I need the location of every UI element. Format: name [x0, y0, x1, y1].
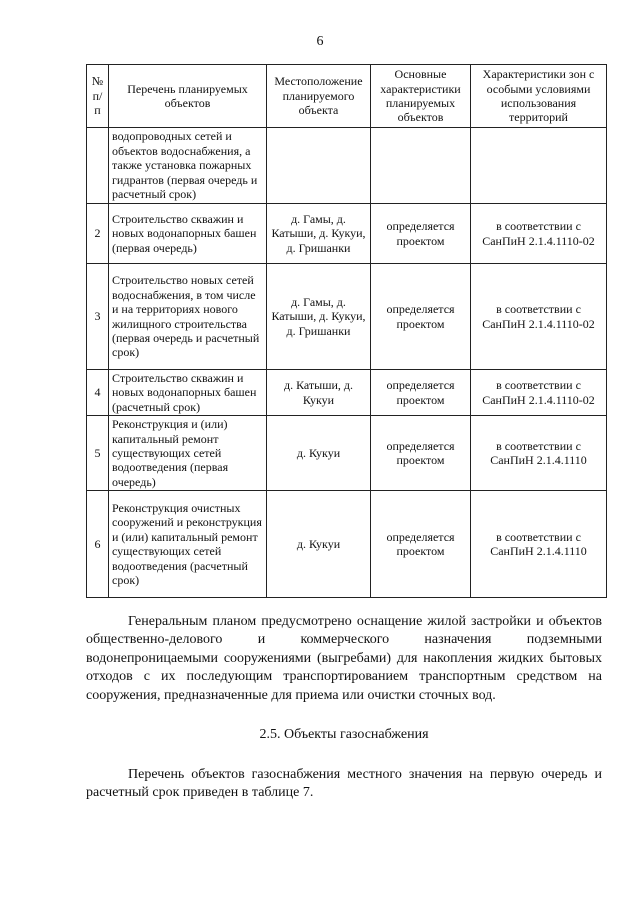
row-location: д. Катыши, д. Кукуи — [267, 370, 371, 416]
row-zone-characteristics — [471, 128, 607, 204]
row-location: д. Гамы, д. Катыши, д. Кукуи, д. Гришанки — [267, 264, 371, 370]
table-row — [87, 128, 607, 204]
page-number: 6 — [316, 34, 324, 49]
row-characteristics: определяется проектом — [371, 370, 471, 416]
table-row — [87, 416, 607, 491]
header-object-list: Перечень планируемых объектов — [109, 65, 267, 128]
row-characteristics: определяется проектом — [371, 491, 471, 598]
body-paragraph-gas-supply: Перечень объектов газоснабжения местного значения на первую очередь и расчетный срок приведен в таблице 7. — [86, 767, 602, 801]
header-location: Местоположение планируемого объекта — [267, 65, 371, 128]
body-paragraph-sewage: Генеральным планом предусмотрено оснащение жилой застройки и объектов общественно-делового и коммерческого назначения подземными водонепроницаемыми сооружениями (выгребами) для накопления жидких бытовых отходов с их последующим транспортированием транспортным средством на сооружения, предназначенные для приема или очистки сточных вод. — [86, 614, 602, 703]
row-number: 3 — [87, 264, 109, 370]
table-row — [87, 370, 607, 416]
planned-objects-table — [86, 64, 607, 598]
row-location: д. Кукуи — [267, 491, 371, 598]
row-object-name: Реконструкция и (или) капитальный ремонт существующих сетей водоотведения (первая очередь) — [109, 416, 267, 491]
row-zone-characteristics: в соответствии с СанПиН 2.1.4.1110 — [471, 416, 607, 491]
row-number — [87, 128, 109, 204]
row-object-name: водопроводных сетей и объектов водоснабжения, а также установка пожарных гидрантов (первая очередь и расчетный срок) — [109, 128, 267, 204]
header-number: № п/п — [87, 65, 109, 128]
row-zone-characteristics: в соответствии с СанПиН 2.1.4.1110 — [471, 491, 607, 598]
row-number: 4 — [87, 370, 109, 416]
row-zone-characteristics: в соответствии с СанПиН 2.1.4.1110-02 — [471, 204, 607, 264]
row-number: 5 — [87, 416, 109, 491]
section-heading: 2.5. Объекты газоснабжения — [259, 727, 429, 742]
row-characteristics: определяется проектом — [371, 264, 471, 370]
header-characteristics: Основные характеристики планируемых объектов — [371, 65, 471, 128]
table-header-row — [87, 65, 607, 128]
row-object-name: Реконструкция очистных сооружений и реконструкция и (или) капитальный ремонт существующих сетей водоотведения (расчетный срок) — [109, 491, 267, 598]
table-row — [87, 204, 607, 264]
header-zone-characteristics: Характеристики зон с особыми условиями использования территорий — [471, 65, 607, 128]
row-number: 2 — [87, 204, 109, 264]
row-object-name: Строительство скважин и новых водонапорных башен (первая очередь) — [109, 204, 267, 264]
row-characteristics — [371, 128, 471, 204]
row-characteristics: определяется проектом — [371, 204, 471, 264]
row-location — [267, 128, 371, 204]
row-object-name: Строительство скважин и новых водонапорных башен (расчетный срок) — [109, 370, 267, 416]
row-object-name: Строительство новых сетей водоснабжения, в том числе и на территориях нового жилищного строительства (первая очередь и расчетный срок) — [109, 264, 267, 370]
table-row — [87, 264, 607, 370]
table-row — [87, 491, 607, 598]
row-zone-characteristics: в соответствии с СанПиН 2.1.4.1110-02 — [471, 264, 607, 370]
row-location: д. Гамы, д. Катыши, д. Кукуи, д. Гришанки — [267, 204, 371, 264]
row-characteristics: определяется проектом — [371, 416, 471, 491]
row-location: д. Кукуи — [267, 416, 371, 491]
row-number: 6 — [87, 491, 109, 598]
row-zone-characteristics: в соответствии с СанПиН 2.1.4.1110-02 — [471, 370, 607, 416]
